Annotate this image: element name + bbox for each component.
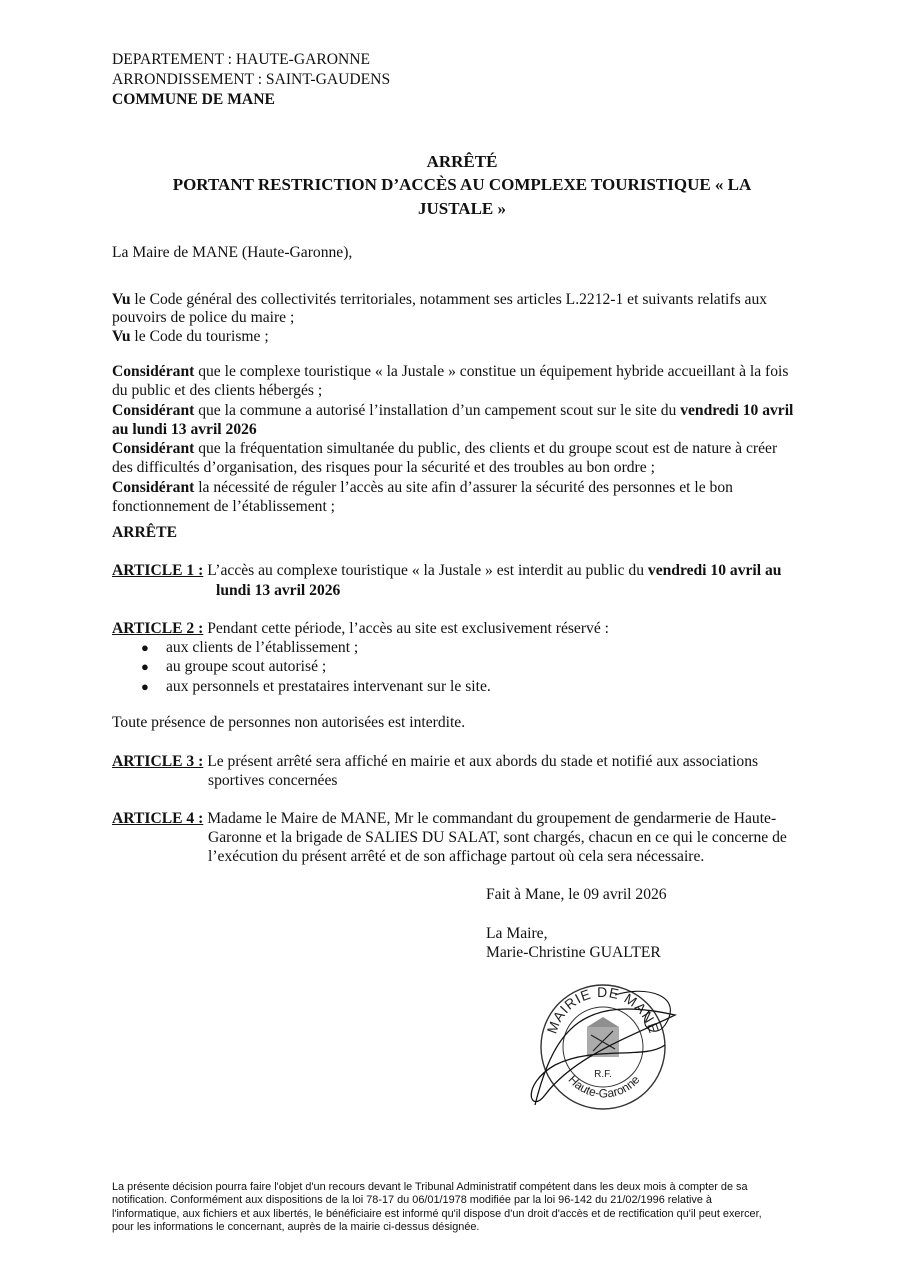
stamp-center-text: R.F. xyxy=(594,1069,612,1080)
article-2-note: Toute présence de personnes non autorisées est interdite. xyxy=(112,714,466,731)
considerant-label: Considérant xyxy=(112,363,195,380)
considerant-1-text: que le complexe touristique « la Justale » constitue un équipement hybride accueillant à la fois xyxy=(194,363,789,380)
title-arrete: ARRÊTÉ xyxy=(426,152,498,171)
considerant-4-cont: fonctionnement de l’établissement ; xyxy=(112,498,336,515)
article-3-label: ARTICLE 3 : xyxy=(112,753,204,770)
visa-label: Vu xyxy=(112,328,131,345)
considerant-label: Considérant xyxy=(112,402,195,419)
header-commune: COMMUNE DE MANE xyxy=(112,91,275,108)
considerant-3-text: que la fréquentation simultanée du public, des clients et du groupe scout est de nature à créer xyxy=(194,440,778,457)
footer-line: La présente décision pourra faire l'objet d'un recours devant le Tribunal Administratif compétent dans les deux mois à compter de sa xyxy=(112,1181,748,1193)
considerant-label: Considérant xyxy=(112,479,195,496)
considerant-label: Considérant xyxy=(112,440,195,457)
article-2 xyxy=(112,619,609,638)
article-3-cont: sportives concernées xyxy=(208,772,338,789)
article-1 xyxy=(112,561,781,580)
article-1-date-start: vendredi 10 avril au xyxy=(647,562,782,579)
article-4-cont: Garonne et la brigade de SALIES DU SALAT, sont chargés, chacun en ce qui le concerne de xyxy=(208,829,787,846)
visa-1-text: le Code général des collectivités territoriales, notamment ses articles L.2212-1 et suivants relatifs aux xyxy=(130,291,768,308)
considerant-3-cont: des difficultés d’organisation, des risques pour la sécurité et des troubles au bon ordre ; xyxy=(112,459,655,476)
considerant-1 xyxy=(112,362,788,381)
article-1-date-end: lundi 13 avril 2026 xyxy=(216,582,341,599)
considerant-3 xyxy=(112,439,777,458)
header-arrondissement: ARRONDISSEMENT : SAINT-GAUDENS xyxy=(112,71,391,88)
considerant-4-text: la nécessité de réguler l’accès au site afin d’assurer la sécurité des personnes et le bon xyxy=(194,479,733,496)
bullet-icon: ● xyxy=(141,659,149,674)
article-2-text: Pendant cette période, l’accès au site est exclusivement réservé : xyxy=(203,620,609,637)
considerant-2 xyxy=(112,401,793,420)
visa-1 xyxy=(112,290,767,309)
considerant-2-date-end: au lundi 13 avril 2026 xyxy=(112,421,257,438)
article-2-item: aux clients de l’établissement ; xyxy=(166,639,359,656)
title-line2: PORTANT RESTRICTION D’ACCÈS AU COMPLEXE TOURISTIQUE « LA xyxy=(172,175,752,194)
article-3-text: Le présent arrêté sera affiché en mairie et aux abords du stade et notifié aux associations xyxy=(203,753,759,770)
visa-2 xyxy=(112,327,269,346)
article-2-label: ARTICLE 2 : xyxy=(112,620,204,637)
place-date: Fait à Mane, le 09 avril 2026 xyxy=(486,886,667,903)
considerant-4 xyxy=(112,478,733,497)
stamp-bottom-text: Haute-Garonne xyxy=(565,1072,643,1101)
mairie-stamp-icon xyxy=(515,965,690,1125)
marianne-emblem-icon xyxy=(587,1017,619,1057)
article-2-item: au groupe scout autorisé ; xyxy=(166,658,327,675)
article-2-item: aux personnels et prestataires intervenant sur le site. xyxy=(166,678,491,695)
title-line3: JUSTALE » xyxy=(417,199,506,218)
considerant-1-cont: du public et des clients hébergés ; xyxy=(112,382,323,399)
bullet-icon: ● xyxy=(141,640,149,655)
header-departement: DEPARTEMENT : HAUTE-GARONNE xyxy=(112,51,371,68)
considerant-2-text: que la commune a autorisé l’installation d’un campement scout sur le site du xyxy=(194,402,681,419)
article-4-cont: l’exécution du présent arrêté et de son affichage partout où cela sera nécessaire. xyxy=(208,848,705,865)
article-4 xyxy=(112,809,776,828)
arrete-label: ARRÊTE xyxy=(112,524,177,541)
footer-line: notification. Conformément aux dispositions de la loi 78-17 du 06/01/1978 modifiée par la loi 96-142 du 21/02/1996 relative à xyxy=(112,1194,712,1206)
visa-2-text: le Code du tourisme ; xyxy=(130,328,269,345)
visa-1-cont: pouvoirs de police du maire ; xyxy=(112,309,295,326)
footer-line: pour les informations le concernant, auprès de la mairie ci-dessus désignée. xyxy=(112,1221,480,1233)
considerant-2-date-start: vendredi 10 avril xyxy=(680,402,794,419)
visa-label: Vu xyxy=(112,291,131,308)
intro-text: La Maire de MANE (Haute-Garonne), xyxy=(112,244,353,261)
footer-line: l'informatique, aux fichiers et aux libertés, le bénéficiaire est informé qu'il dispose d'un droit d'accès et de rectification qu'il peut exercer, xyxy=(112,1208,762,1220)
article-4-text: Madame le Maire de MANE, Mr le commandant du groupement de gendarmerie de Haute- xyxy=(203,810,777,827)
article-4-label: ARTICLE 4 : xyxy=(112,810,204,827)
article-3 xyxy=(112,752,758,771)
article-1-label: ARTICLE 1 : xyxy=(112,562,204,579)
signatory-role: La Maire, xyxy=(486,925,548,942)
article-1-text: L’accès au complexe touristique « la Justale » est interdit au public du xyxy=(203,562,648,579)
stamp-top-text: MAIRIE DE MANE xyxy=(543,983,663,1036)
bullet-icon: ● xyxy=(141,679,149,694)
signatory-name: Marie-Christine GUALTER xyxy=(486,944,661,961)
